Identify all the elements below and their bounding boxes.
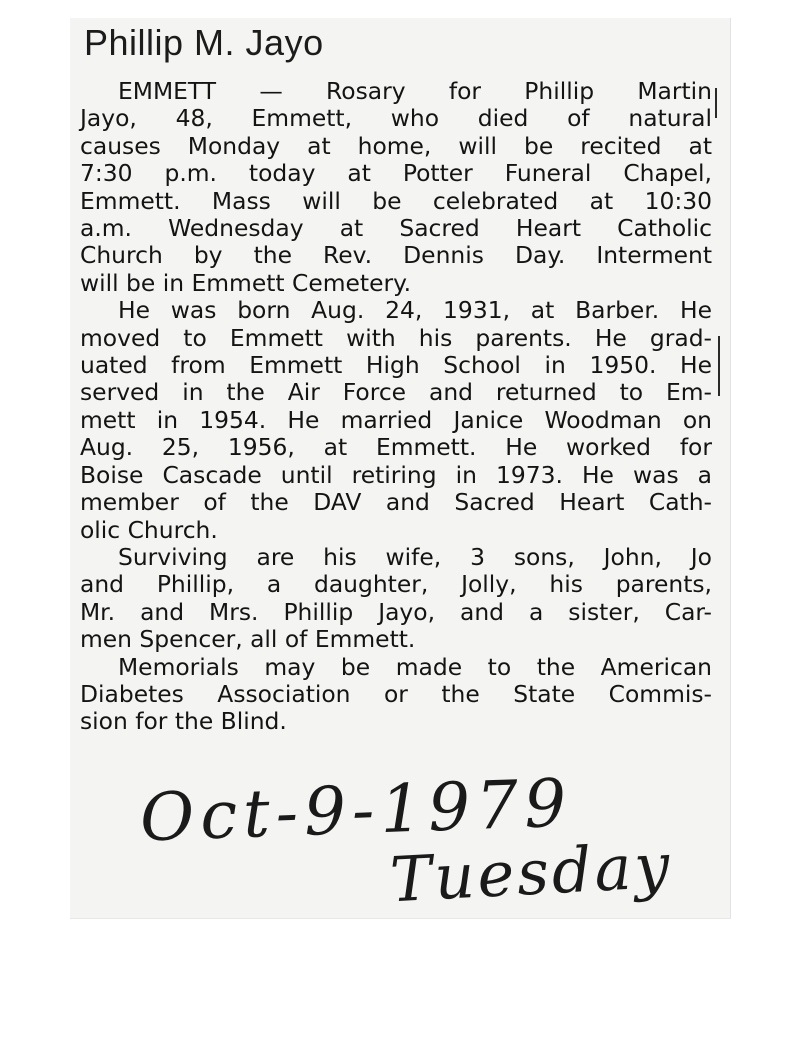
text-line: Jayo, 48, Emmett, who died of natural	[80, 104, 712, 133]
column-edge-mark	[718, 336, 720, 396]
text-line: will be in Emmett Cemetery.	[80, 268, 412, 297]
text-line: member of the DAV and Sacred Heart Cath-	[80, 488, 712, 517]
text-line: Mr. and Mrs. Phillip Jayo, and a sister, Car-	[80, 597, 712, 626]
text-line: uated from Emmett High School in 1950. He	[80, 351, 712, 380]
handwritten-day: Tuesday	[388, 828, 675, 917]
text-line: Diabetes Association or the State Commis-	[80, 679, 712, 708]
paragraph-survivors	[80, 544, 712, 654]
text-line: Surviving are his wife, 3 sons, John, Jo	[118, 542, 712, 571]
text-line: olic Church.	[80, 515, 218, 544]
text-line: He was born Aug. 24, 1931, at Barber. He	[118, 296, 712, 325]
paragraph-memorials	[80, 654, 712, 736]
text-line: mett in 1954. He married Janice Woodman on	[80, 405, 712, 434]
text-line: Memorials may be made to the American	[118, 652, 712, 681]
obituary-body	[80, 78, 712, 736]
text-line: 7:30 p.m. today at Potter Funeral Chapel,	[80, 159, 712, 188]
text-line: EMMETT — Rosary for Phillip Martin	[118, 77, 712, 105]
text-line: men Spencer, all of Emmett.	[80, 625, 416, 654]
text-line: Aug. 25, 1956, at Emmett. He worked for	[80, 433, 712, 462]
obituary-headline: Phillip M. Jayo	[84, 22, 324, 63]
paragraph-biography	[80, 297, 712, 544]
text-line: served in the Air Force and returned to Em-	[80, 378, 712, 407]
text-line: Church by the Rev. Dennis Day. Interment	[80, 241, 712, 270]
paragraph-services	[80, 78, 712, 297]
handwritten-date: Oct-9-1979	[138, 764, 574, 857]
text-line: sion for the Blind.	[80, 707, 287, 736]
text-line: Boise Cascade until retiring in 1973. He was a	[80, 460, 712, 489]
text-line: and Phillip, a daughter, Jolly, his parents,	[80, 570, 712, 599]
text-line: moved to Emmett with his parents. He grad-	[80, 323, 712, 352]
text-line: Emmett. Mass will be celebrated at 10:30	[80, 186, 712, 215]
column-edge-mark	[715, 88, 717, 118]
text-line: a.m. Wednesday at Sacred Heart Catholic	[80, 214, 712, 243]
text-line: causes Monday at home, will be recited at	[80, 131, 712, 160]
